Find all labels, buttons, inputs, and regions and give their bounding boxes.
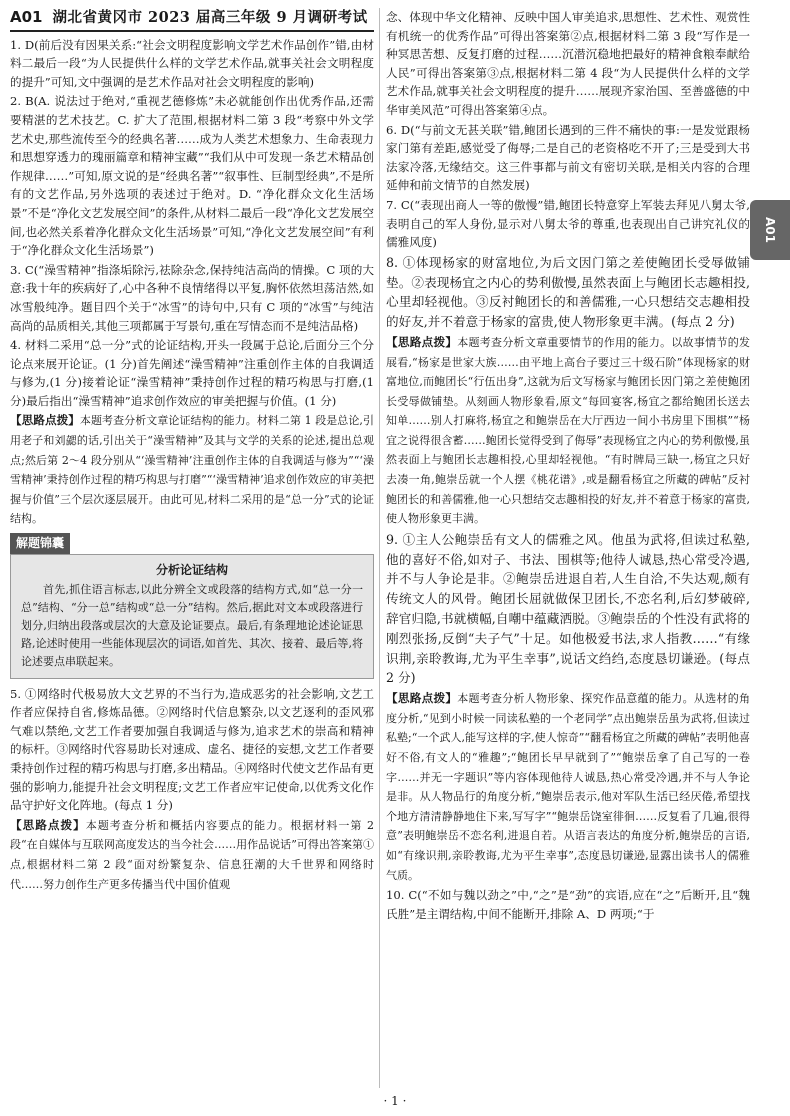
tip-tag: 【思路点拨】: [10, 817, 86, 832]
answer-text: 4. 材料二采用“总一分”式的论证结构,开头一段属于总论,后面分三个分论点来展开论证。(1 分)首先阐述“澡雪精神”注重创作主体的自我调适与修为,(1 分)接着论证“澡雪精神”秉持创作过程的精巧构思与打磨,(1 分)最后指出“澡雪精神”追求创作效应的审美把握与价值。(1 分): [10, 338, 374, 408]
page-header: [10, 8, 374, 32]
right-paragraph-2: [386, 196, 750, 252]
answer-text: 5. ①网络时代极易放大文艺界的不当行为,造成恶劣的社会影响,文艺工作者应保持自省,修炼品德。②网络时代信息繁杂,以文艺逐利的歪风邪气难以禁绝,文艺工作者要加强自我调适与修为,追求艺术的崇高和精神的标杆。③网络时代容易助长对速成、虚名、捷径的妄想,文艺工作者要秉持创作过程的精巧构思与打磨,多出精品。④网络时代使文艺作品有更强的影响力,能提升社会文明程度;文艺工作者应牢记使命,以优秀文化作品守护好文化阵地。(每点 1 分): [10, 686, 374, 813]
right-paragraph-4: [386, 333, 750, 529]
side-tab: [750, 200, 790, 260]
right-paragraph-3: [386, 253, 750, 332]
tips-box-text: 首先,抓住语言标志,以此分辨全文或段落的结构方式,如“总一分一总”结构、“分一总”结构或“总一分”结构。然后,据此对文本或段落进行划分,归纳出段落或层次的大意及论证要点。最后,有条理地论述论证思路,论述时使用一些能体现层次的词语,如首先、其次、接着、最后等,将论述要点串联起来。: [21, 582, 363, 668]
left-paragraph-2: [10, 261, 374, 335]
side-tab-label: A01: [763, 217, 777, 243]
tip-tag: 【思路点拨】: [10, 413, 80, 428]
answer-text: 3. C(“澡雪精神”指涤垢除污,祛除杂念,保持纯洁高尚的情操。C 项的大意:我十年的疾病好了,心中各种不良情绪得以平复,胸怀依然坦荡洁然,如冰雪般纯净。题目四个关于“冰雪”的诗句中,只有 C 项的“冰雪”与纯洁高尚的品质相关,其他三项都属于写景句,重在写情态而不是纯洁品格): [10, 262, 374, 333]
answer-text: 6. D(“与前文无甚关联”错,鲍团长遇到的三件不痛快的事:一是发觉跟杨家门第有差距,感觉受了侮辱;二是自己的老资格吃不开了;三是受到大书法家冷落,无缘结交。这三件事都与前文有密切关联,是相关内容的合理延伸和前文情节的自然发展): [386, 122, 750, 193]
answer-text: 10. C(“不如与魏以劲之”中,“之”是“劲”的宾语,应在“之”后断开,且“魏氏胜”是主谓结构,中间不能断开,排除 A、D 两项;“于: [386, 888, 750, 921]
tip-text: 本题考查分析文章重要情节的作用的能力。以故事情节的发展看,“杨家是世家大族……由平地上高台子要过三十级石阶”体现杨家的财富地位,而鲍团长“行伍出身”,这就为后文写杨家与鲍团长因门第之差使鲍团长受辱做铺垫。从刻画人物形象看,原文“每回宴客,杨宜之都给鲍团长送去知单……别人打麻将,杨宜之和鲍崇岳在大厅西边一间小书房里下围棋”“杨宜之说得很含蓄……鲍团长觉得受到了侮辱”表现杨宜之内心的势利傲慢,虽然表面上与鲍团长志趣相投,心里却轻视他。“有时牌局三缺一,杨宜之只好去凑一角,鲍崇岳就一个人摆《桃花谱》,或是翻看杨宜之所藏的碑帖”反衬鲍团长的和善儒雅,他一心只想结交志趣相投的好友,并不着意于杨家的富贵,使人物形象更丰满。: [386, 335, 750, 526]
answer-text: 2. B(A. 说法过于绝对,“重视艺德修炼”未必就能创作出优秀作品,还需要精湛的艺术技艺。C. 扩大了范围,根据材料二第 3 段“考察中外文学艺术史,那些流传至今的经典名著……成为人类艺术想象力、生命表现力和思想穿透力的瑰丽篇章和精神宝藏”“我们从中可发现一条艺术精品创作规律……”可知,原文说的是“经典名著”“叙事性、巨制型经典”,不是所有的文艺作品,另外选项的表述过于绝对。D. “净化群众文化生活场景”不是“净化文艺发展空间”的条件,从材料二最后一段“净化文艺发展空间,也必然关系着净化群众文化生活场景”可知,“净化文艺发展空间”有利于“净化群众文化生活场景”): [10, 94, 374, 258]
right-paragraph-7: [386, 886, 750, 923]
page-number: · 1 ·: [383, 1094, 407, 1108]
right-paragraph-1: [386, 121, 750, 195]
tip-text: 本题考查分析文章论证结构的能力。材料二第 1 段是总论,引用老子和刘勰的话,引出关于“澡雪精神”及其与文学的关系的论述,提出总观点;然后第 2～4 段分别从“‘澡雪精神’注重创作主体的自我调适与修为”“‘澡雪精神’秉持创作过程的精巧构思与打磨”“‘澡雪精神’追求创作效应的审美把握与价值”三个层次逐层展开。由此可见,材料二采用的是“总一分”式的论证结构。: [10, 414, 374, 526]
answer-text: 7. C(“表现出商人一等的傲慢”错,鲍团长特意穿上军装去拜见八舅太爷,表明自己的军人身份,显示对八舅太爷的尊重,也表现出自己讲究礼仪的儒雅风度): [386, 197, 750, 250]
left-paragraph-8: [10, 816, 374, 894]
tip-text: 本题考查分析人物形象、探究作品意蕴的能力。从选材的角度分析,“见到小时候一同读私塾的一个老同学”点出鲍崇岳虽为武将,但读过私塾;“一个武人,能写这样的字,使人惊奇”“翻看杨宜之所藏的碑帖”表明他喜好不俗,有文人的“雅趣”;“鲍团长早早就到了”“鲍崇岳拿了自己写的一卷字……并无一字题识”等内容体现他待人诚恳,热心常受冷遇,并不与人争论是非。从人物品行的角度分析,“鲍崇岳表示,他对军队生活已经厌倦,希望找个地方清清静静地住下来,写写字”“鲍崇岳饶室徘徊……反复看了几遍,很得意”表明鲍崇岳不恋名利,进退自若。从语言表达的角度分析,鲍崇岳的言语,如“有缘识荆,亲聆教诲,尤为平生幸事”,态度恳切谦逊,显露出读书人的儒雅气质。: [386, 692, 750, 882]
tips-box-label: 解题锦囊: [10, 533, 70, 554]
right-content: [386, 8, 750, 923]
answer-text: 9. ①主人公鲍崇岳有文人的儒雅之风。他虽为武将,但读过私塾,他的喜好不俗,如对子、书法、围棋等;他待人诚恳,热心常受冷遇,并不与人争论是非。②鲍崇岳进退自若,人生自洽,不失达观,颇有传统文人的风骨。鲍团长屈就做保卫团长,不恋名利,后幻梦破碎,辞官归隐,书就横幅,自嘲中蕴藏洒脱。③鲍崇岳的个性没有武将的刚烈张扬,反倒“夫子气”十足。如他极爱书法,求人指教……“有缘识荆,亲聆教诲,尤为平生幸事”,说话文绉绉,态度恳切谦逊。(每点 2 分): [386, 531, 750, 686]
answer-text: 念、体现中华文化精神、反映中国人审美追求,思想性、艺术性、观赏性有机统一的优秀作品”可得出答案第②点,根据材料二第 3 段“写作是一种冥思苦想、反复打磨的过程……沉潜沉稳地把最好的精神食粮奉献给人民”可得出答案第③点,根据材料二第 4 段“为人民提供什么样的文学艺术作品,就事关社会文明程度的提升……展现齐家治国、至善盛德的中华审美风范”可得出答案第④点。: [386, 10, 750, 117]
left-paragraph-3: [10, 336, 374, 410]
right-paragraph-0: [386, 8, 750, 120]
left-paragraph-4: [10, 411, 374, 529]
left-paragraph-0: [10, 36, 374, 92]
left-content: [10, 36, 374, 895]
right-column: [386, 8, 750, 924]
tips-box-title: 分析论证结构: [155, 562, 228, 577]
page-title: 湖北省黄冈市 2023 届高三年级 9 月调研考试: [52, 9, 368, 26]
tips-box: [10, 554, 374, 679]
right-paragraph-5: [386, 530, 750, 688]
tip-tag: 【思路点拨】: [386, 334, 458, 349]
tip-text: 本题考查分析和概括内容要点的能力。根据材料一第 2 段“在自媒体与互联网高度发达的当今社会……用作品说话”可得出答案第①点,根据材料二第 2 段“面对纷繁复杂、信息狂潮的大千世界和网络时代……努力创作生产更多传播当代中国价值观: [10, 818, 374, 891]
left-paragraph-1: [10, 92, 374, 259]
column-divider: [379, 8, 380, 1088]
answer-text: 8. ①体现杨家的财富地位,为后文因门第之差使鲍团长受辱做铺垫。②表现杨宜之内心的势利傲慢,虽然表面上与鲍团长志趣相投,心里却轻视他。③反衬鲍团长的和善儒雅,一心只想结交志趣相投的好友,并不着意于杨家的富贵,使人物形象更丰满。(每点 2 分): [386, 254, 750, 330]
right-paragraph-6: [386, 689, 750, 885]
answer-text: 1. D(前后没有因果关系:“社会文明程度影响文学艺术作品创作”错,由材料二最后一段“为人民提供什么样的文学艺术作品,就事关社会文明程度的提升”可知,文中强调的是艺术作品对社会文明程度的影响): [10, 37, 374, 89]
left-column: [10, 8, 374, 895]
left-paragraph-7: [10, 685, 374, 815]
tip-tag: 【思路点拨】: [386, 691, 458, 706]
paper-code: A01: [10, 8, 43, 26]
